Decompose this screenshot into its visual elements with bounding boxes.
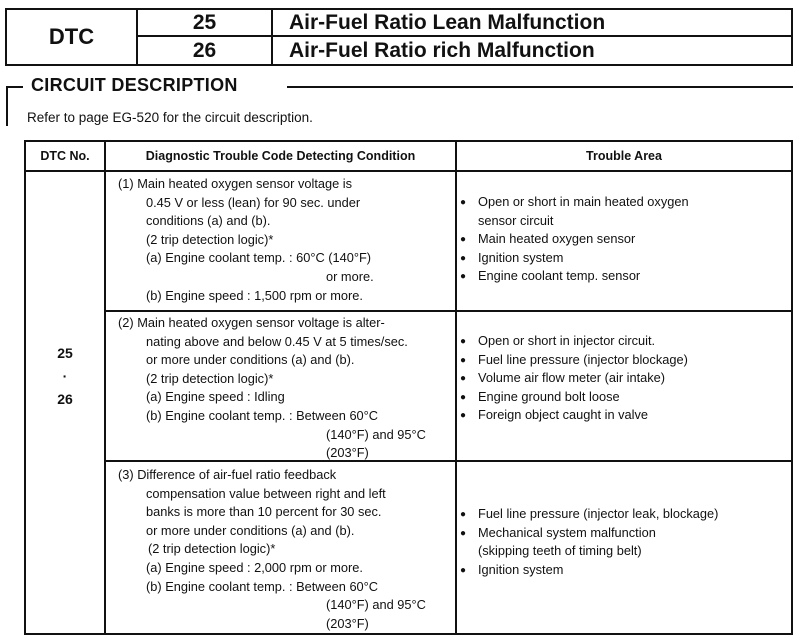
col-divider-1 (104, 142, 106, 633)
condition-line: 0.45 V or less (lean) for 90 sec. under (146, 194, 361, 210)
trouble-item: ● Ignition system (460, 561, 718, 580)
section-bracket (6, 86, 8, 126)
header-rule (26, 170, 791, 172)
row2-condition (118, 314, 426, 463)
header-dtc-no: DTC No. (40, 149, 90, 163)
dtc-label: DTC (7, 10, 138, 64)
condition-line: (140°F) and 95°C (326, 597, 426, 613)
refer-text: Refer to page EG-520 for the circuit description. (27, 110, 313, 125)
condition-line: (a) Engine speed : 2,000 rpm or more. (146, 559, 363, 575)
trouble-item: ● Engine ground bolt loose (460, 388, 688, 407)
trouble-item: ● Ignition system (460, 249, 689, 268)
dtc-number-separator: · (62, 368, 68, 384)
trouble-item-continued: sensor circuit (478, 212, 554, 228)
bullet-icon: ● (460, 271, 467, 283)
condition-line: (b) Engine coolant temp. : Between 60°C (146, 407, 379, 423)
dtc-codes (138, 10, 273, 64)
dtc-number-25: 25 (57, 345, 73, 361)
condition-line: (140°F) and 95°C (326, 426, 426, 442)
condition-line: nating above and below 0.45 V at 5 times/sec. (146, 333, 408, 349)
condition-line: compensation value between right and left (146, 485, 386, 501)
dtc-header-box (5, 8, 793, 66)
condition-line: conditions (a) and (b). (146, 213, 271, 229)
trouble-item: ● Main heated oxygen sensor (460, 230, 689, 249)
condition-line: (2 trip detection logic)* (146, 370, 274, 386)
bullet-icon: ● (460, 336, 467, 347)
trouble-item-continued: (skipping teeth of timing belt) (478, 543, 642, 559)
dtc-number-cell (26, 342, 104, 411)
condition-line: (1) Main heated oxygen sensor voltage is (118, 176, 353, 191)
row-rule-1 (106, 310, 791, 312)
trouble-item: ● Fuel line pressure (injector leak, blockage) (460, 505, 718, 524)
trouble-item: ● Foreign object caught in valve (460, 406, 688, 425)
condition-line: or more. (326, 268, 374, 284)
condition-line: (2 trip detection logic)* (148, 541, 276, 557)
dtc-titles (273, 10, 791, 64)
condition-line: (a) Engine coolant temp. : 60°C (140°F) (146, 250, 372, 266)
bullet-icon: ● (460, 410, 467, 422)
bullet-icon: ● (460, 252, 467, 264)
condition-line: (2) Main heated oxygen sensor voltage is alter- (118, 315, 385, 330)
trouble-item: ● Mechanical system malfunction (460, 524, 718, 543)
section-rule-left (6, 86, 23, 88)
row1-trouble-area (460, 193, 689, 286)
bullet-icon: ● (460, 564, 467, 576)
bullet-icon: ● (460, 354, 467, 366)
condition-line: (3) Difference of air-fuel ratio feedback (118, 467, 337, 482)
condition-line: (b) Engine coolant temp. : Between 60°C (146, 578, 379, 594)
dtc-table (24, 140, 793, 635)
header-condition: Diagnostic Trouble Code Detecting Condition (145, 149, 416, 163)
dtc-number-26: 26 (57, 391, 73, 407)
bullet-icon: ● (460, 197, 467, 208)
section-title: CIRCUIT DESCRIPTION (31, 75, 238, 95)
bullet-icon: ● (460, 527, 467, 539)
trouble-item: ● Open or short in main heated oxygen (460, 193, 689, 212)
condition-line: (a) Engine speed : Idling (146, 389, 285, 405)
bullet-icon: ● (460, 391, 467, 403)
condition-line: banks is more than 10 percent for 30 sec. (146, 504, 382, 520)
trouble-item: ● Fuel line pressure (injector blockage) (460, 351, 688, 370)
condition-line: (2 trip detection logic)* (146, 231, 274, 247)
row3-condition (118, 466, 426, 633)
condition-line: or more under conditions (a) and (b). (146, 522, 355, 538)
condition-line: (b) Engine speed : 1,500 rpm or more. (146, 287, 363, 303)
trouble-item: ● Engine coolant temp. sensor (460, 267, 689, 286)
dtc-title-rich: Air-Fuel Ratio rich Malfunction (289, 38, 595, 62)
condition-line: (203°F) (326, 445, 369, 461)
bullet-icon: ● (460, 509, 467, 520)
bullet-icon: ● (460, 234, 467, 246)
row2-trouble-area (460, 332, 688, 425)
dtc-code-25: 25 (138, 10, 271, 37)
col-divider-2 (455, 142, 457, 633)
dtc-title-lean: Air-Fuel Ratio Lean Malfunction (273, 10, 791, 37)
condition-line: (203°F) (326, 615, 369, 631)
section-rule-right (287, 86, 793, 88)
trouble-item: ● Open or short in injector circuit. (460, 332, 688, 351)
row1-condition (118, 175, 374, 305)
condition-line: or more under conditions (a) and (b). (146, 352, 355, 368)
dtc-code-26: 26 (192, 38, 217, 62)
bullet-icon: ● (460, 373, 467, 385)
row3-trouble-area (460, 505, 718, 579)
trouble-item: ● Volume air flow meter (air intake) (460, 369, 688, 388)
header-trouble-area: Trouble Area (586, 149, 662, 163)
